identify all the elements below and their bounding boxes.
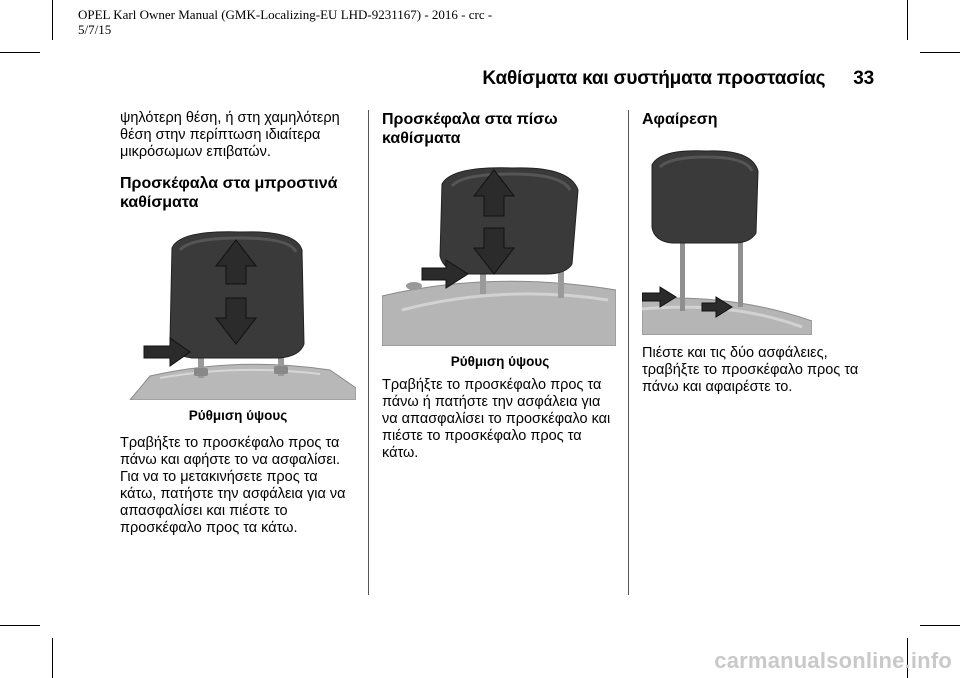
intro-paragraph: ψηλότερη θέση, ή στη χαμηλότερη θέση στην περίπτωση ιδιαίτερα μικρόσωμων επιβατών.: [120, 110, 340, 160]
column-3: [642, 110, 874, 396]
crop-mark: [0, 52, 40, 53]
removal-illustration: [642, 149, 812, 335]
figure-caption-rear: Ρύθμιση ύψους: [450, 354, 550, 369]
rear-headrest-illustration: [382, 160, 616, 346]
page-header: [480, 68, 874, 90]
section-heading-front: Προσκέφαλα στα μπροστινά καθίσματα: [120, 175, 338, 211]
body-paragraph-removal: Πιέστε και τις δύο ασφάλειες, τραβήξτε το προσκέφαλο προς τα πάνω και αφαιρέστε το.: [642, 345, 859, 395]
column-2: [382, 110, 618, 462]
crop-mark: [907, 0, 908, 40]
crop-mark: [920, 52, 960, 53]
front-headrest-illustration: [120, 228, 356, 400]
figure-removal: [642, 149, 874, 335]
page-title: Καθίσματα και συστήματα προστασίας: [482, 68, 826, 89]
crop-mark: [0, 625, 40, 626]
body-paragraph-rear: Τραβήξτε το προσκέφαλο προς τα πάνω ή πατήστε την ασφάλεια για να απασφαλίσει το προσκέφαλο και πιέστε το προσκέφαλο προς τα κάτω.: [382, 377, 611, 461]
figure-caption-front: Ρύθμιση ύψους: [188, 408, 288, 423]
crop-mark: [920, 625, 960, 626]
page-number: 33: [853, 68, 874, 89]
column-divider: [368, 110, 369, 595]
crop-mark: [52, 638, 53, 678]
section-heading-removal: Αφαίρεση: [642, 111, 718, 128]
section-heading-rear: Προσκέφαλα στα πίσω καθίσματα: [382, 111, 558, 147]
figure-rear-headrest: [382, 160, 618, 346]
column-1: [120, 110, 356, 537]
print-meta-header: OPEL Karl Owner Manual (GMK-Localizing-EU LHD-9231167) - 2016 - crc - 5/7/15: [78, 7, 493, 37]
crop-mark: [52, 0, 53, 40]
body-paragraph-front: Τραβήξτε το προσκέφαλο προς τα πάνω και αφήστε το να ασφαλίσει. Για να το μετακινήσετε προς τα κάτω, πατήστε την ασφάλεια για να απασφαλίσει και πιέστε το προσκέφαλο προς τα κάτω.: [120, 435, 346, 536]
column-divider: [628, 110, 629, 595]
watermark: carmanualsonline.info: [714, 648, 952, 673]
figure-front-headrest: [120, 228, 356, 400]
